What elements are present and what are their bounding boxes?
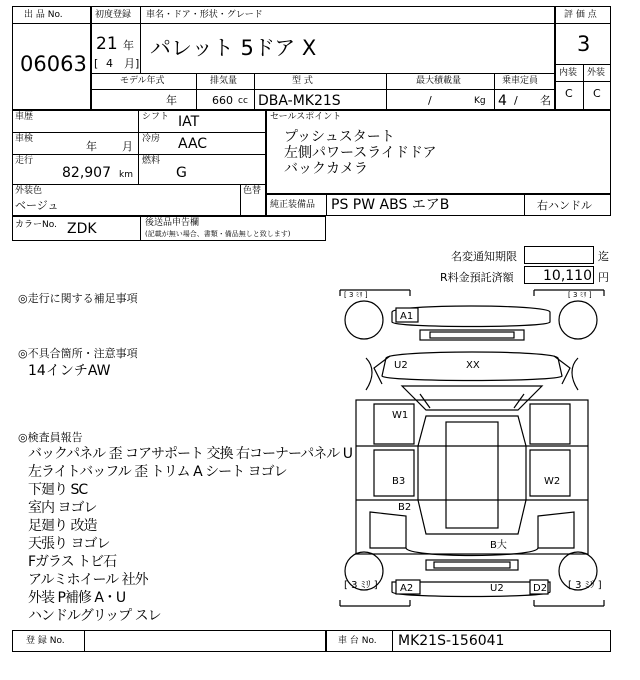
inspection-month: 月 — [122, 140, 133, 153]
inspection-year: 年 — [86, 140, 97, 153]
recycle-amount: 10,110 — [543, 268, 592, 284]
reg-year: 21 — [96, 34, 118, 54]
mark-w2: W2 — [544, 476, 561, 487]
max-load-unit: Kg — [474, 96, 486, 106]
car-damage-diagram — [330, 286, 614, 628]
reg-month-open: [ — [94, 57, 99, 70]
color-no-label: カラーNo. — [15, 220, 57, 230]
inspector-line-2: 左ライトバッフル 歪 トリム A シート ヨゴレ — [28, 464, 287, 480]
model-label: 型 式 — [292, 76, 313, 86]
reg-month: 4 — [106, 57, 113, 70]
defects-label: ◎不具合箇所・注意事項 — [18, 347, 138, 360]
chassis-number: MK21S-156041 — [398, 633, 505, 649]
model-code: DBA-MK21S — [258, 93, 341, 109]
history-label: 車歴 — [15, 112, 34, 122]
lot-number: 06063 — [20, 52, 87, 76]
inspector-line-1: バックパネル 歪 コアサポート 交換 右コーナーパネル U — [28, 446, 352, 462]
ac-value: AAC — [178, 136, 208, 152]
mileage-value: 82,907 — [62, 165, 111, 181]
inspector-line-9: 外装 P補修 A・U — [28, 590, 126, 606]
max-load-label: 最大積載量 — [416, 76, 462, 86]
capacity-label: 乗車定員 — [502, 76, 539, 86]
displacement-label: 排気量 — [210, 76, 238, 86]
color-value: ベージュ — [15, 199, 59, 212]
color-change-label: 色替 — [243, 186, 262, 196]
mark-w1: W1 — [392, 410, 409, 421]
interior-label: 内装 — [559, 68, 578, 78]
capacity: 4 — [498, 93, 507, 109]
tire-front-left: [ 3 ﾐﾘ ] — [344, 291, 368, 299]
lot-label: 出 品 No. — [24, 10, 63, 20]
reg-month-unit: 月] — [124, 57, 140, 70]
selling-point-2: 左側パワースライドドア — [284, 145, 437, 161]
shift-value: IAT — [178, 114, 200, 130]
selling-points-label: セールスポイント — [270, 112, 342, 122]
tire-front-right: [ 3 ﾐﾘ ] — [568, 291, 592, 299]
car-name-label: 車名・ドア・形状・グレード — [146, 10, 263, 20]
displacement-unit: cc — [238, 96, 248, 106]
name-change-suffix: 迄 — [598, 250, 609, 263]
capacity-unit: 名 — [540, 94, 551, 107]
recycle-unit: 円 — [598, 271, 609, 284]
fuel-value: G — [176, 165, 187, 181]
color-label: 外装色 — [15, 186, 43, 196]
interior-grade: C — [565, 87, 573, 100]
mark-b3: B3 — [392, 476, 406, 487]
retrofit-note: (記載が無い場合、書類・備品無しと致します) — [145, 230, 291, 238]
selling-point-3: バックカメラ — [284, 161, 368, 177]
inspector-line-4: 室内 ヨゴレ — [28, 500, 97, 516]
equipment-label: 純正装備品 — [270, 200, 316, 210]
reg-year-unit: 年 — [123, 39, 134, 52]
mark-b2: B2 — [398, 502, 412, 513]
tire-rear-left: [ 3 ﾐﾘ ] — [344, 580, 378, 591]
exterior-grade: C — [593, 87, 601, 100]
inspector-line-10: ハンドルグリップ スレ — [28, 608, 161, 624]
chassis-label: 車 台 No. — [338, 636, 377, 646]
car-name: パレット 5ドア X — [150, 36, 317, 60]
name-change-label: 名変通知期限 — [451, 250, 517, 263]
score-label: 評 価 点 — [564, 10, 597, 20]
fuel-label: 燃料 — [142, 156, 161, 166]
inspector-line-5: 足廻り 改造 — [28, 518, 97, 534]
handle-value: 右ハンドル — [537, 199, 592, 212]
equipment-value: PS PW ABS エアB — [331, 197, 450, 213]
mark-u2-front: U2 — [394, 360, 408, 371]
reg-no-label: 登 録 No. — [26, 636, 65, 646]
displacement: 660 — [212, 94, 233, 107]
mileage-label: 走行 — [15, 156, 34, 166]
inspector-label: ◎検査員報告 — [18, 431, 83, 444]
mileage-unit: km — [119, 170, 133, 180]
retrofit-label: 後送品申告欄 — [145, 218, 200, 228]
mark-a2: A2 — [400, 583, 414, 594]
max-load-sep: / — [428, 94, 432, 107]
inspector-line-6: 天張り ヨゴレ — [28, 536, 110, 552]
mark-b-large: B大 — [490, 540, 507, 551]
exterior-label: 外装 — [587, 68, 606, 78]
capacity-sep: / — [514, 94, 518, 107]
ac-label: 冷房 — [142, 134, 161, 144]
color-no-value: ZDK — [67, 221, 97, 237]
first-reg-label: 初度登録 — [95, 10, 132, 20]
selling-point-1: プッシュスタート — [284, 129, 395, 145]
mark-a1: A1 — [400, 311, 414, 322]
mark-xx: XX — [466, 360, 480, 371]
recycle-label: R料金預託済額 — [440, 271, 514, 284]
tire-rear-right: [ 3 ﾐﾘ ] — [568, 580, 602, 591]
inspection-label: 車検 — [15, 134, 34, 144]
inspector-line-7: Fガラス トビ石 — [28, 554, 117, 570]
inspector-line-8: アルミホイール 社外 — [28, 572, 148, 588]
shift-label: シフト — [142, 112, 170, 122]
inspector-line-3: 下廻り SC — [28, 482, 88, 498]
mark-u2-rear: U2 — [490, 583, 504, 594]
score-value: 3 — [577, 32, 591, 56]
model-year-label: モデル年式 — [120, 76, 165, 86]
name-change-box — [524, 246, 594, 264]
mark-d2: D2 — [533, 583, 548, 594]
defect-item-1: 14インチAW — [28, 363, 111, 379]
driving-remarks-label: ◎走行に関する補足事項 — [18, 292, 138, 305]
model-year-unit: 年 — [166, 94, 177, 107]
